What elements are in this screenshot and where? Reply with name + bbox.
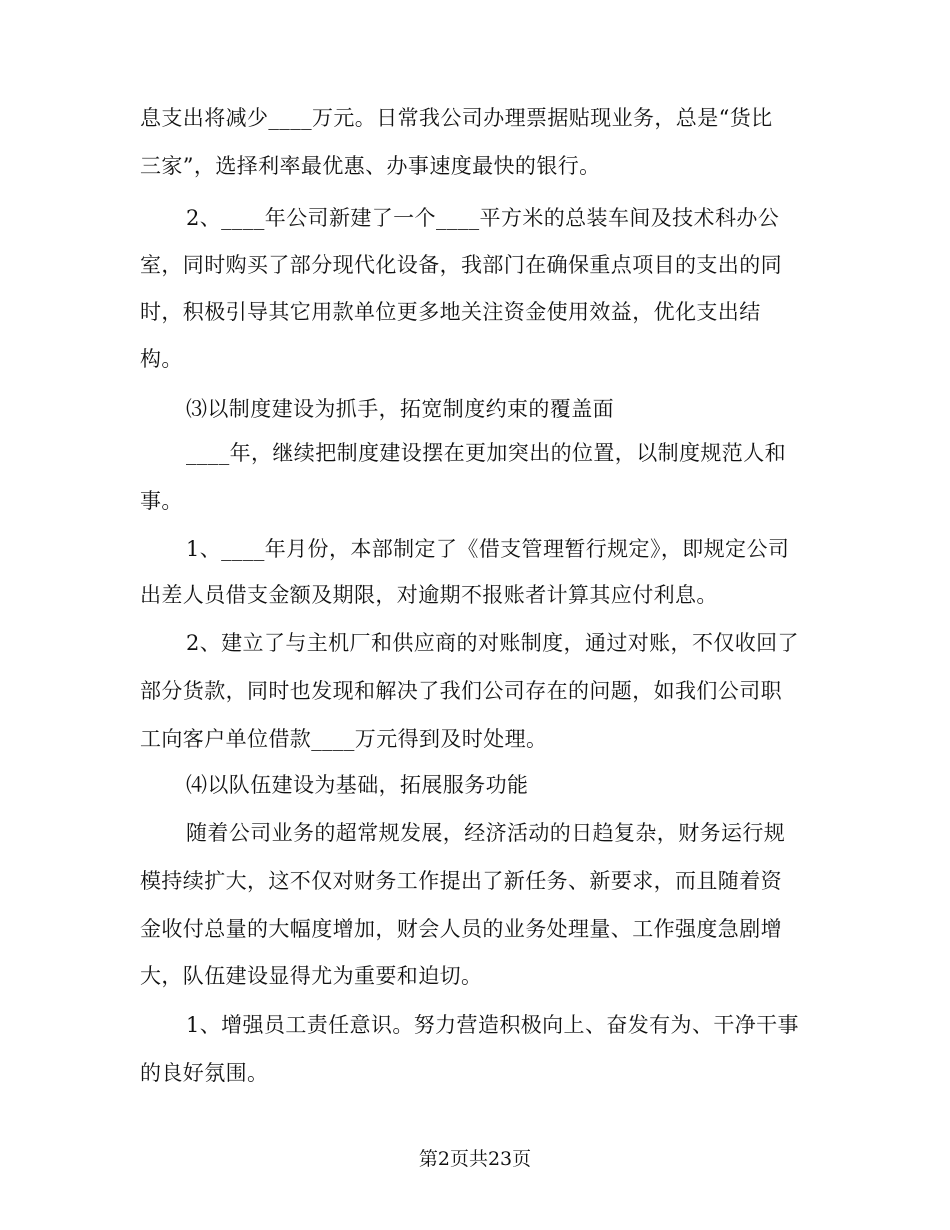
text-line: 部分货款，同时也发现和解决了我们公司存在的问题，如我们公司职 xyxy=(140,679,782,703)
text-line: 随着公司业务的超常规发展，经济活动的日趋复杂，财务运行规 xyxy=(186,821,786,845)
text-line: 构。 xyxy=(140,347,183,371)
text-line: 1、增强员工责任意识。努力营造积极向上、奋发有为、干净干事 xyxy=(186,1013,799,1037)
page-number: 第2页共23页 xyxy=(418,1148,532,1170)
text-line: 金收付总量的大幅度增加，财会人员的业务处理量、工作强度急剧增 xyxy=(140,917,782,941)
text-line: 的良好氛围。 xyxy=(140,1061,269,1085)
text-line: 工向客户单位借款____万元得到及时处理。 xyxy=(140,727,548,751)
text-line: 室，同时购买了部分现代化设备，我部门在确保重点项目的支出的同 xyxy=(140,253,782,277)
section-heading: ⑶以制度建设为抓手，拓宽制度约束的覆盖面 xyxy=(186,397,614,421)
text-line: 息支出将减少____万元。日常我公司办理票据贴现业务，总是“货比 xyxy=(140,106,773,130)
text-line: 模持续扩大，这不仅对财务工作提出了新任务、新要求，而且随着资 xyxy=(140,869,782,893)
text-line: ____年，继续把制度建设摆在更加突出的位置，以制度规范人和 xyxy=(186,441,786,465)
text-line: 2、____年公司新建了一个____平方米的总装车间及技术科办公 xyxy=(186,206,780,230)
section-heading: ⑷以队伍建设为基础，拓展服务功能 xyxy=(186,773,529,797)
text-line: 时，积极引导其它用款单位更多地关注资金使用效益，优化支出结 xyxy=(140,300,761,324)
text-line: 事。 xyxy=(140,489,183,513)
text-line: 出差人员借支金额及期限，对逾期不报账者计算其应付利息。 xyxy=(140,583,718,607)
text-line: 1、____年月份，本部制定了《借支管理暂行规定》，即规定公司 xyxy=(186,537,790,561)
text-line: 2、建立了与主机厂和供应商的对账制度，通过对账，不仅收回了 xyxy=(186,631,799,655)
text-line: 三家”，选择利率最优惠、办事速度最快的银行。 xyxy=(140,154,601,178)
text-line: 大，队伍建设显得尤为重要和迫切。 xyxy=(140,964,483,988)
